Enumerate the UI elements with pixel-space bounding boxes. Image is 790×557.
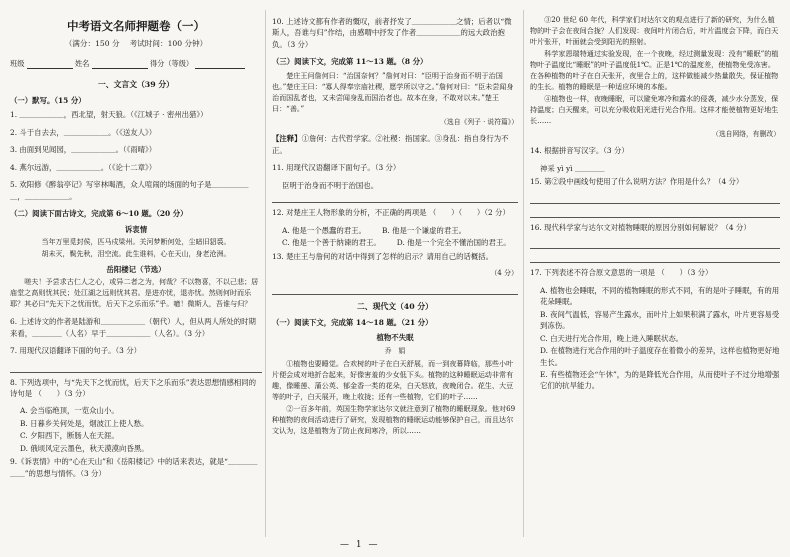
column-right [530, 14, 780, 393]
answer-line[interactable] [272, 193, 518, 203]
option-b[interactable]: B. 他是一个谦虚的君王。 [381, 225, 466, 235]
question-17-text: 17. 下列表述不符合原文意思的一项是 [530, 268, 655, 278]
question-10: 10. 上述诗文都有作者的慨叹，前者抒发了＿＿＿＿＿＿之情；后者以“微斯人，吾谁与归”作结，由感喟中抒发了作者＿＿＿＿＿＿的远大政治抱负。（3 分） [272, 17, 512, 49]
question-8-mark: （ ）（3 分） [34, 389, 90, 399]
column-middle [272, 14, 518, 438]
question-4: 4. 燕尔远游，＿＿＿＿＿＿。（《论十二章》） [10, 162, 157, 172]
part-heading: （二）阅读下面古诗文，完成第 6～10 题。（20 分） [10, 209, 188, 219]
question-11: 11. 用现代汉语翻译下面句子。（3 分） [272, 163, 401, 173]
question-14-word[interactable]: 神采 yì yì ＿＿＿＿ [540, 163, 605, 173]
article-paragraph: ②一百多年前，英国生物学家达尔文就注意到了植物的睡眠现象。他对69种植物的夜间活动进行了研究，发现植物的睡眠运动能够保护自己，而且达尔文认为，这是植物为了防止夜间寒冷，所以…… [272, 404, 516, 436]
option-c[interactable]: C. 他是一个善于纳谏的君王。 [282, 238, 381, 248]
score-label: 得分（等级） [149, 58, 194, 68]
question-2: 2. 斗于自去去，＿＿＿＿＿＿。（《送友人》） [10, 127, 157, 137]
question-17-mark: （ ）（3 分） [657, 268, 713, 278]
column-divider [265, 10, 266, 537]
question-1: 1. ＿＿＿＿＿＿，西北望，射天狼。（《江城子 · 密州出猎》） [10, 110, 208, 120]
poem-line: 当年万里觅封侯，匹马戍梁州。关河梦断何处，尘暗旧貂裘。 [41, 238, 231, 247]
section-heading: 二、现代文（40 分） [357, 301, 433, 311]
option-b[interactable]: B. 日暮乡关何处是，烟波江上使人愁。 [20, 418, 149, 428]
article-title: 植物不失眠 [376, 333, 414, 343]
column-left [10, 14, 262, 485]
question-13: 13. 楚庄王与詹何的对话中得到了怎样的启示？请用自己的话概括。 [272, 251, 494, 261]
answer-line[interactable] [10, 363, 262, 373]
article-paragraph: 科学家恩瑞特通过实验发现，在一个夜晚，经过测量发现：没有“睡眠”的植物叶子温度比“睡眠”的叶子温度低1℃。正是1℃的温度差，使植物免受冻害。在各种植物的叶子在白天张开，夜里合上的，这样做能减少热量散失，保证植物的生长。植物的睡眠是一种适应环境的本能。 [530, 48, 779, 91]
question-8 [10, 377, 262, 400]
class-label: 班级 [10, 58, 25, 68]
article-paragraph: ④植物也一样，夜晚睡眠，可以避免寒冷和露水的侵袭，减少水分蒸发，保持温度；白天醒来，可以充分吸收阳光进行光合作用。这样才能使植物更好地生长…… [530, 93, 779, 125]
article-paragraph: ①植物也要睡觉。合欢树的叶子在白天舒展，而一到夜幕降临，那些小叶片便会成对地折合起来，好像害羞的少女低下头。植物的这种睡眠运动非常有趣，像睡莲、蒲公英、郁金香一类的花朵，白天怒放，夜晚闭合。花生、大豆等的叶子，白天展开，晚上收拢；还有一些植物，它们的叶子…… [272, 359, 514, 402]
option-c[interactable]: C. 夕阳西下，断肠人在天涯。 [20, 431, 119, 441]
option-a[interactable]: A. 他是一个愚蠢的君王。 [282, 225, 366, 235]
answer-line[interactable] [272, 285, 518, 295]
answer-line[interactable] [530, 208, 780, 218]
question-16: 16. 现代科学家与达尔文对植物睡眠的原因分别如何解说？（4 分） [530, 222, 751, 232]
answer-line[interactable] [530, 239, 780, 249]
poem-title: 诉衷情 [124, 224, 148, 234]
exam-title: 中考语文名师押题卷（一） [67, 19, 205, 33]
part-heading: （一）阅读下文，完成第 14～18 题。（21 分） [272, 318, 433, 328]
option-d[interactable]: D. 俄顷风定云墨色，秋天漠漠向昏黑。 [20, 443, 149, 453]
article-paragraph: ③20 世纪 60 年代，科学家们对达尔文的观点进行了新的研究，为什么植物的叶子会在夜间合拢？人们发现：夜间叶片闭合后，叶片温度会下降，而白天叶片张开，叶面就会受到阳光的照射。 [530, 15, 779, 46]
notes-text: ①詹何：古代哲学家。②社稷：指国家。③身乱：指自身行为不正。 [272, 134, 509, 155]
article-author: 乔 娟 [384, 346, 406, 355]
notes-label: 【注释】 [272, 134, 302, 144]
question-5: 5. 欢阳修《醉翁亭记》写宰林喝酒，众人喧闹的场面的句子是＿＿＿＿＿＿，＿＿＿＿＿＿。 [10, 180, 249, 201]
poem-line: 胡未灭，鬓先秋，泪空流。此生谁料，心在天山，身老沧洲。 [41, 249, 231, 258]
option-e[interactable]: E. 有些植物还会“午休”，为的是降低光合作用，从而使叶子不过分地增强它们的抗旱能力。 [540, 370, 780, 391]
passage-paragraph: 楚庄王问詹何曰：“治国奈何？”詹何对曰：“臣明于治身而不明于治国也。”楚庄王曰：“寡人得奉宗庙社稷，愿学所以守之。”詹何对曰：“臣未尝闻身治而国乱者也，又未尝闻身乱而国治者也。故本在身，不敢对以末。”楚王曰：“善。” [272, 70, 514, 113]
prose-paragraph: 嗟夫！予尝求古仁人之心，或异二者之为，何哉？不以物喜，不以己悲；居庙堂之高则忧其民；处江湖之远则忧其君。是进亦忧，退亦忧。然则何时而乐耶？其必曰“先天下之忧而忧，后天下之乐而乐”乎。噫！微斯人，吾谁与归？ [10, 277, 259, 309]
option-d[interactable]: D. 他是一个完全不懂治国的君王。 [396, 238, 511, 248]
question-9: 9.《诉衷情》中的“心在天山”和《岳阳楼记》中的话来表达，就是“＿＿＿＿＿＿”的思想与情怀。（3 分） [10, 457, 258, 478]
question-3: 3. 由面到见闻园，＿＿＿＿＿＿。（《雨晴》） [10, 145, 157, 155]
question-6: 6. 上述诗文的作者是陆游和＿＿＿＿＿＿（朝代）人，但从两人所处的时期来看，＿＿＿＿（人名）早于＿＿＿＿＿＿（人名）。（3 分） [10, 317, 256, 338]
part-heading: （一）默写。（15 分） [10, 95, 86, 105]
option-a[interactable]: A. 会当临绝顶，一览众山小。 [20, 406, 119, 416]
options-row [282, 237, 518, 248]
class-field[interactable] [27, 60, 73, 69]
option-c[interactable]: C. 白天进行光合作用，晚上进入睡眠状态。 [540, 333, 684, 343]
section-heading: 一、文言文（39 分） [98, 79, 174, 89]
question-12 [272, 207, 518, 218]
question-7: 7. 用现代汉语翻译下面的句子。（3 分） [10, 346, 142, 356]
answer-line[interactable] [530, 194, 780, 204]
option-b[interactable]: B. 夜间气温低，容易产生露水，而叶片上如果积满了露水，叶片更容易受到冻伤。 [540, 309, 780, 331]
question-13-points: （4 分） [490, 269, 518, 278]
question-11-sentence: 臣明于治身而不明于治国也。 [282, 180, 379, 190]
question-14: 14. 根据拼音写汉字。（3 分） [530, 146, 629, 156]
question-12-mark: （ ）（ ）（2 分） [428, 208, 510, 218]
answer-line[interactable] [530, 253, 780, 263]
name-field[interactable] [92, 60, 148, 69]
question-12-text: 12. 对楚庄王人物形象的分析，不正确的两项是 [272, 208, 427, 218]
question-17 [530, 267, 780, 278]
column-divider [523, 10, 524, 537]
name-label: 姓名 [74, 58, 90, 68]
part-heading: （三）阅读下文，完成第 11～13 题。（8 分） [272, 57, 428, 67]
question-8-text: 8. 下列选项中，与“先天下之忧而忧，后天下之乐而乐”表达思想情感相同的诗句是 [10, 377, 257, 399]
question-15: 15. 第②段中画线句使用了什么说明方法？作用是什么？（4 分） [530, 177, 744, 187]
exam-subtitle: （满分：150 分 考试时间：100 分钟） [64, 38, 208, 48]
student-info-row [10, 58, 262, 69]
option-d[interactable]: D. 在植物进行光合作用的叶子温度存在着微小的差异，这样也植物更好地生长。 [540, 346, 780, 367]
prose-title: 岳阳楼记（节选） [106, 264, 166, 274]
notes [272, 133, 518, 156]
passage-source: （选自《列子 · 说符篇》） [440, 117, 518, 126]
options-row [282, 225, 518, 236]
option-a[interactable]: A. 植物也会睡眠，不同的植物睡眠的形式不同，有的是叶子睡眠，有的用花朵睡眠。 [540, 285, 780, 307]
score-field[interactable] [195, 60, 245, 69]
page-number: — 1 — [340, 540, 380, 550]
article-source: （选自网络，有删改） [712, 129, 780, 138]
